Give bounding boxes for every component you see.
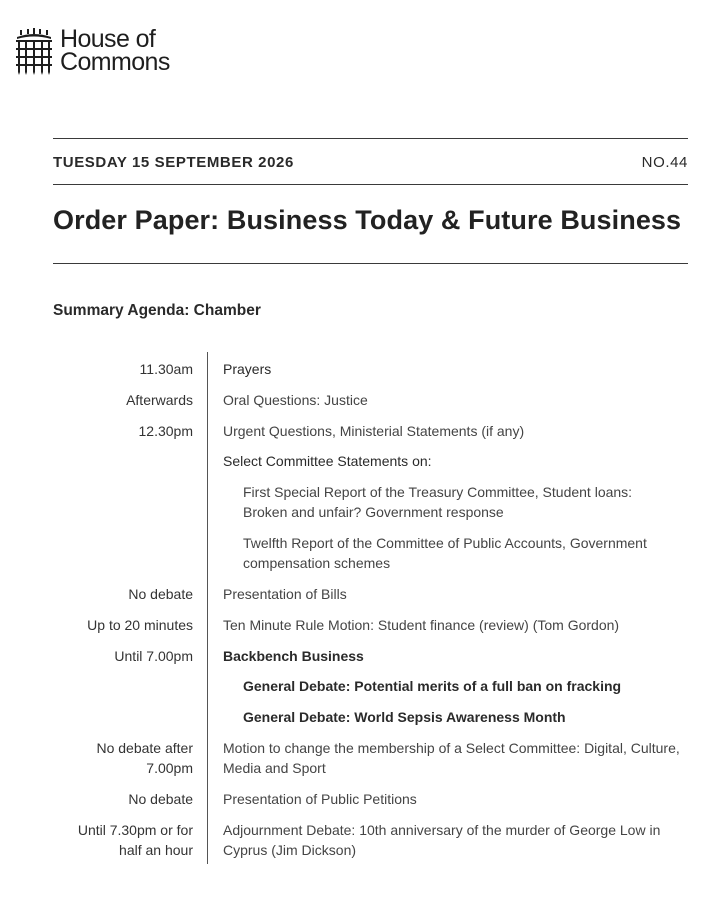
paper-number: NO.44 — [641, 154, 688, 171]
agenda-item: Backbench Business — [223, 648, 364, 664]
agenda-item: Presentation of Bills — [223, 586, 347, 602]
agenda-time: No debate — [128, 586, 193, 602]
agenda-time: No debate after 7.00pm — [96, 740, 193, 776]
agenda-time: 12.30pm — [138, 423, 193, 439]
agenda-time: Until 7.00pm — [114, 648, 193, 664]
portcullis-icon — [14, 28, 54, 76]
agenda-time: No debate — [128, 791, 193, 807]
page-title: Order Paper: Business Today & Future Business — [53, 205, 682, 235]
house-of-commons-logo — [14, 25, 170, 76]
agenda-item: Adjournment Debate: 10th anniversary of the murder of George Low in Cyprus (Jim Dickson) — [223, 822, 661, 858]
paper-date: TUESDAY 15 SEPTEMBER 2026 — [53, 154, 294, 171]
agenda-time: Afterwards — [126, 392, 193, 408]
top-rule — [53, 138, 688, 139]
agenda-subitem: General Debate: World Sepsis Awareness Month — [243, 709, 566, 725]
agenda-subitem: General Debate: Potential merits of a full ban on fracking — [243, 678, 622, 694]
date-rule — [53, 184, 688, 185]
agenda-item: Urgent Questions, Ministerial Statements (if any) — [223, 423, 525, 439]
agenda-item: Select Committee Statements on: — [223, 453, 432, 469]
agenda-subitem: Twelfth Report of the Committee of Public Accounts, Government compensation schemes — [243, 535, 647, 571]
title-rule — [53, 263, 688, 264]
agenda-time: Up to 20 minutes — [87, 617, 193, 633]
agenda-time: Until 7.30pm or for half an hour — [77, 822, 193, 858]
agenda-subitem: First Special Report of the Treasury Committee, Student loans: Broken and unfair? Government response — [243, 484, 633, 520]
agenda-divider — [207, 352, 208, 864]
agenda-item: Prayers — [223, 361, 272, 377]
agenda-item: Motion to change the membership of a Select Committee: Digital, Culture, Media and Sport — [223, 740, 680, 776]
agenda-item: Oral Questions: Justice — [223, 392, 368, 408]
logo-wordmark — [60, 25, 170, 76]
agenda-time: 11.30am — [139, 361, 193, 377]
agenda-item: Ten Minute Rule Motion: Student finance (review) (Tom Gordon) — [223, 617, 620, 633]
logo-line-2: Commons — [60, 48, 170, 76]
agenda-item: Presentation of Public Petitions — [223, 791, 417, 807]
section-heading: Summary Agenda: Chamber — [53, 302, 261, 319]
logo-line-1: House of — [60, 25, 156, 53]
